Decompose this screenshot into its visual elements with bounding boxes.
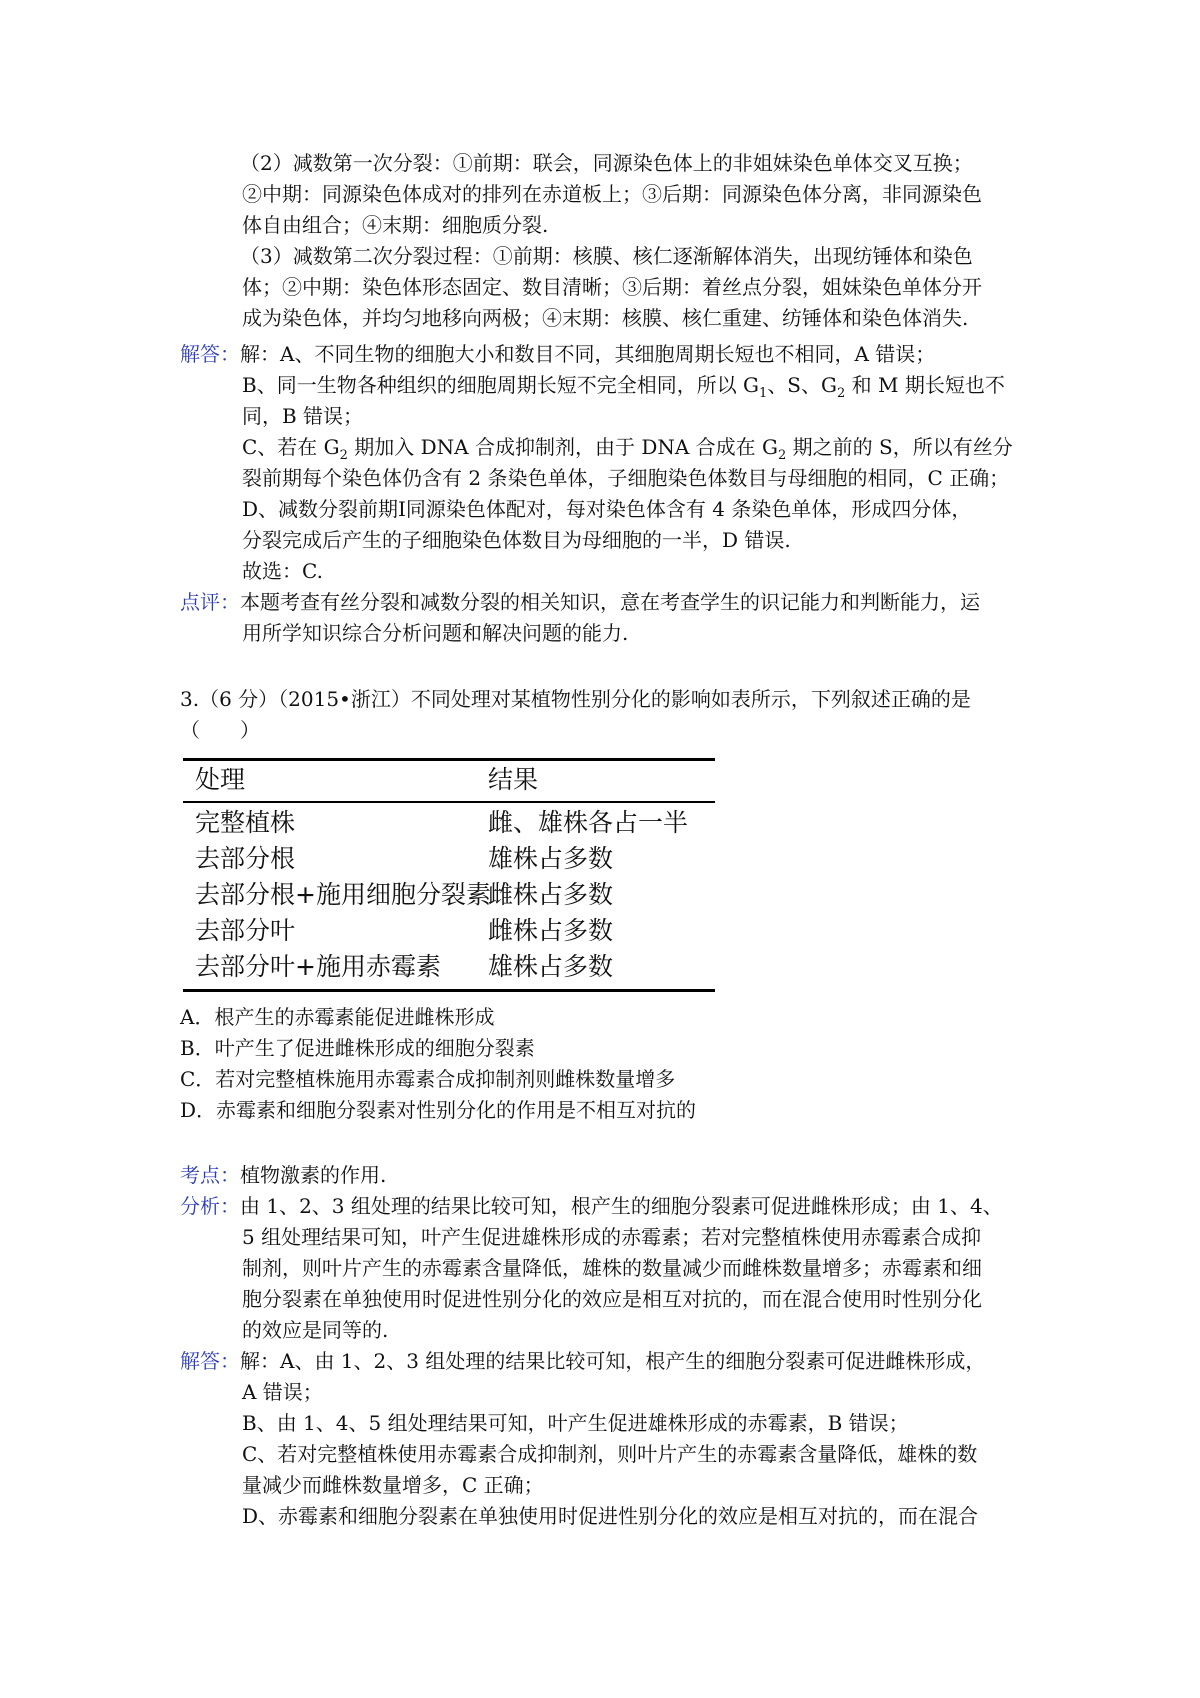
text-line: 同，B 错误；: [242, 404, 364, 428]
table-row: [183, 805, 715, 841]
q2-comment: [180, 587, 1040, 649]
text-line: B、由 1、4、5 组处理结果可知，叶产生促进雄株形成的赤霉素，B 错误；: [242, 1411, 909, 1435]
text-line: D、减数分裂前期Ⅰ同源染色体配对，每对染色体含有 4 条染色单体，形成四分体，: [242, 497, 972, 521]
table-row: [183, 949, 715, 985]
text-line: 故选：C.: [242, 559, 323, 583]
text-line: （3）减数第二次分裂过程：①前期：核膜、核仁逐渐解体消失，出现纺锤体和染色: [240, 244, 973, 268]
text-line: 用所学知识综合分析问题和解决问题的能力.: [242, 621, 629, 645]
text-line: （2）减数第一次分裂：①前期：联会，同源染色体上的非姐妹染色单体交叉互换；: [240, 151, 973, 175]
comment-label: 点评：: [180, 590, 240, 614]
q3-options: [180, 1002, 1040, 1126]
text-line: 分裂完成后产生的子细胞染色体数目为母细胞的一半，D 错误.: [242, 528, 791, 552]
text-line: 的效应是同等的.: [242, 1318, 389, 1342]
q3-answer: [180, 1346, 1040, 1532]
table-row: [183, 913, 715, 949]
text-line: A 错误；: [242, 1380, 323, 1404]
text-line: 解：A、不同生物的细胞大小和数目不同，其细胞周期长短也不相同，A 错误；: [240, 342, 936, 366]
answer-blank: （ ）: [180, 718, 260, 742]
cell-result: 雌株占多数: [488, 880, 614, 909]
meiosis-explanation: [180, 148, 1040, 334]
text-line: 5 组处理结果可知，叶产生促进雄株形成的赤霉素；若对完整植株使用赤霉素合成抑: [242, 1225, 982, 1249]
text-line: 植物激素的作用.: [240, 1163, 387, 1187]
cell-treatment: 去部分根: [195, 844, 296, 873]
cell-treatment: 去部分根+施用细胞分裂素: [195, 880, 491, 909]
question-3: [180, 684, 1040, 746]
header-result: 结果: [488, 765, 539, 794]
answer-label: 解答：: [180, 342, 240, 366]
text-line: 解：A、由 1、2、3 组处理的结果比较可知，根产生的细胞分裂素可促进雌株形成，: [240, 1349, 986, 1373]
cell-result: 雌株占多数: [488, 916, 614, 945]
option-d: D．赤霉素和细胞分裂素对性别分化的作用是不相互对抗的: [180, 1098, 697, 1122]
text-line: 胞分裂素在单独使用时促进性别分化的效应是相互对抗的，而在混合使用时性别分化: [242, 1287, 982, 1311]
q3-key-point: [180, 1160, 1040, 1191]
text-line: 本题考查有丝分裂和减数分裂的相关知识，意在考查学生的识记能力和判断能力，运: [240, 590, 980, 614]
cell-result: 雄株占多数: [488, 844, 614, 873]
text-line: 成为染色体，并均匀地移向两极；④末期：核膜、核仁重建、纺锤体和染色体消失.: [242, 306, 969, 330]
text-line: 体；②中期：染色体形态固定、数目清晰；③后期：着丝点分裂，姐妹染色单体分开: [242, 275, 982, 299]
text-line: B、同一生物各种组织的细胞周期长短不完全相同，所以 $G_1$、S、$G_2$ 和 M 期长短也不: [242, 373, 1005, 401]
text-line: 制剂，则叶片产生的赤霉素含量降低，雄株的数量减少而雌株数量增多；赤霉素和细: [242, 1256, 982, 1280]
analysis-label: 分析：: [180, 1194, 240, 1218]
table-row: [183, 877, 715, 913]
table-bottom-rule: [183, 989, 715, 992]
option-b: B．叶产生了促进雌株形成的细胞分裂素: [180, 1036, 535, 1060]
text-line: D、赤霉素和细胞分裂素在单独使用时促进性别分化的效应是相互对抗的，而在混合: [242, 1504, 979, 1528]
text-line: C、若对完整植株使用赤霉素合成抑制剂，则叶片产生的赤霉素含量降低，雄株的数: [242, 1442, 978, 1466]
text-line: 裂前期每个染色体仍含有 2 条染色单体，子细胞染色体数目与母细胞的相同，C 正确；: [242, 466, 1010, 490]
option-a: A．根产生的赤霉素能促进雌株形成: [180, 1005, 495, 1029]
cell-result: 雌、雄株各占一半: [488, 808, 689, 837]
cell-treatment: 完整植株: [195, 808, 296, 837]
q3-analysis: [180, 1191, 1040, 1346]
q2-answer: [180, 339, 1040, 587]
text-line: ②中期：同源染色体成对的排列在赤道板上；③后期：同源染色体分离，非同源染色: [242, 182, 982, 206]
header-treatment: 处理: [195, 765, 246, 794]
table-header-row: [183, 761, 715, 799]
option-c: C．若对完整植株施用赤霉素合成抑制剂则雌株数量增多: [180, 1067, 676, 1091]
table-row: [183, 841, 715, 877]
point-label: 考点：: [180, 1163, 240, 1187]
treatment-table: [183, 758, 715, 992]
text-line: C、若在 $G_2$ 期加入 DNA 合成抑制剂，由于 DNA 合成在 $G_2$ 期之前的 S，所以有丝分: [242, 435, 1013, 463]
text-line: 体自由组合；④末期：细胞质分裂.: [242, 213, 549, 237]
answer-label: 解答：: [180, 1349, 240, 1373]
cell-result: 雄株占多数: [488, 952, 614, 981]
cell-treatment: 去部分叶+施用赤霉素: [195, 952, 441, 981]
question-stem: 3.（6 分）（2015•浙江）不同处理对某植物性别分化的影响如表所示，下列叙述正确的是: [180, 687, 971, 711]
text-line: 由 1、2、3 组处理的结果比较可知，根产生的细胞分裂素可促进雌株形成；由 1、4、: [240, 1194, 1003, 1218]
text-line: 量减少而雌株数量增多，C 正确；: [242, 1473, 544, 1497]
cell-treatment: 去部分叶: [195, 916, 296, 945]
